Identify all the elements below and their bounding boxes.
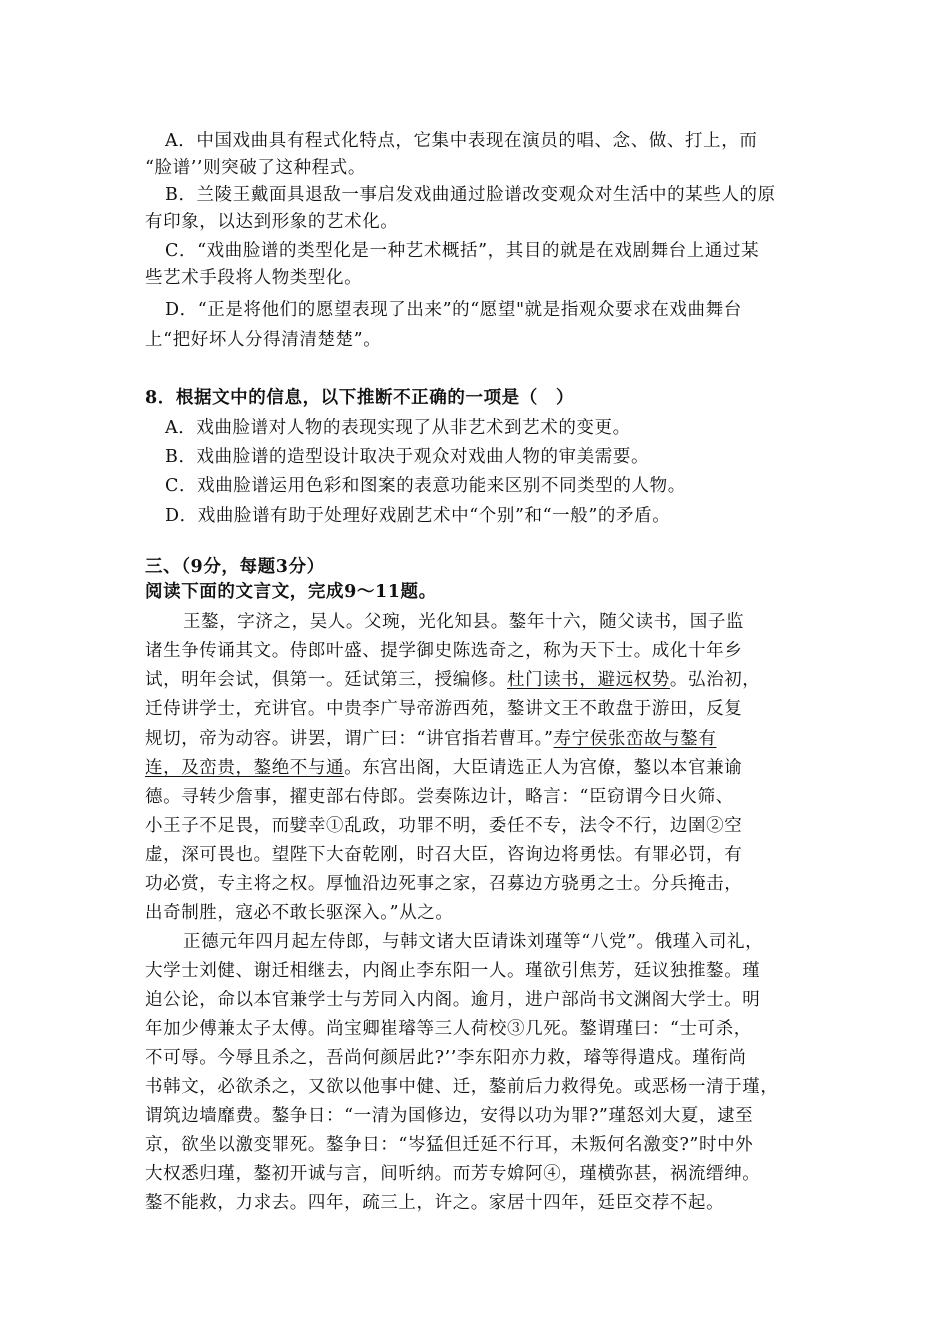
q7-option-b-line1: B．兰陵王戴面具退敌一事启发戏曲通过脸谱改变观众对生活中的某些人的原: [165, 185, 776, 205]
passage-p1-line: [145, 756, 742, 780]
passage-p2-line: 大学士刘健、谢迁相继去，内阁止李东阳一人。瑾欲引焦芳，廷议独推鏊。瑾: [145, 961, 761, 981]
q8-option-c: C．戏曲脸谱运用色彩和图案的表意功能来区别不同类型的人物。: [165, 476, 686, 496]
q7-option-b-line2: 有印象，以达到形象的艺术化。: [145, 212, 399, 232]
passage-p1-line: 王鏊，字济之，吴人。父琬，光化知县。鏊年十六，随父读书，国子监: [183, 612, 745, 632]
passage-p2-line: 大权悉归瑾，鏊初开诚与言，间听纳。而芳专媕阿④，瑾横弥甚，祸流缙绅。: [145, 1164, 761, 1184]
passage-p2-line: 迫公论，命以本官兼学士与芳同入内阁。逾月，进户部尚书文渊阁大学士。明: [145, 990, 761, 1010]
passage-p1-line: 迁侍讲学士，充讲官。中贵李广导帝游西苑，鏊讲文王不敢盘于游田，反复: [145, 699, 743, 719]
q7-option-c-line1: C．“戏曲脸谱的类型化是一种艺术概括”，其目的就是在戏剧舞台上通过某: [165, 241, 760, 261]
q8-option-b: B．戏曲脸谱的造型设计取决于观众对戏曲人物的审美需要。: [165, 447, 650, 467]
q7-option-d-line2: 上“把好坏人分得清清楚楚”。: [145, 330, 382, 350]
passage-text: 试，明年会试，俱第一。廷试第三，授编修。: [145, 670, 507, 690]
underlined-sentence-1: 杜门读书，避远权势: [507, 670, 670, 690]
passage-p2-line: 谓筑边墙靡费。鏊争日：“一清为国修边，安得以功为罪?”瑾怒刘大夏，逮至: [145, 1106, 754, 1126]
passage-text: 。东宫出阁，大臣请选正人为宫僚，鏊以本官兼谕: [344, 758, 743, 778]
passage-p2-line: 京，欲坐以激变罪死。鏊争日：“岑猛但迁延不行耳，未叛何名激变?”时中外: [145, 1135, 754, 1155]
passage-p2-line: 不可辱。今辱且杀之，吾尚何颜居此?’’李东阳亦力救，璿等得遣戍。瑾衔尚: [145, 1048, 747, 1068]
passage-p2-line: 正德元年四月起左侍郎，与韩文诸大臣请诛刘瑾等“八党”。俄瑾入司礼，: [183, 932, 764, 952]
passage-p2-line: 书韩文，必欲杀之，又欲以他事中健、迁，鏊前后力救得免。或恶杨一清于瑾，: [145, 1077, 779, 1097]
section3-instruction: 阅读下面的文言文，完成9～11题。: [145, 582, 437, 602]
q8-title: 8．根据文中的信息，以下推断不正确的一项是（ ）: [145, 388, 575, 408]
passage-text: 规切，帝为动容。讲罢，谓广曰：“讲官指若曹耳。”: [145, 729, 554, 749]
q7-option-a-line2: “脸谱’’则突破了这种程式。: [145, 158, 366, 178]
q8-option-a: A．戏曲脸谱对人物的表现实现了从非艺术到艺术的变更。: [165, 418, 631, 438]
q7-option-a-line1: A．中国戏曲具有程式化特点，它集中表现在演员的唱、念、做、打上，而: [165, 131, 758, 151]
passage-p1-line: 小王子不足畏，而嬖幸①乱政，功罪不明，委任不专，法令不行，边圉②空: [145, 816, 743, 836]
passage-p1-line: 功必赏，专主将之权。厚恤沿边死事之家，召募边方骁勇之士。分兵掩击，: [145, 874, 743, 894]
passage-p1-line: [145, 727, 716, 751]
passage-p1-line: [145, 668, 760, 692]
passage-p1-line: 出奇制胜，寇必不敢长驱深入。”从之。: [145, 903, 454, 923]
q7-option-d-line1: D．“正是将他们的愿望表现了出来”的“愿望"就是指观众要求在戏曲舞台: [165, 300, 742, 320]
passage-p1-line: 虚，深可畏也。望陛下大奋乾刚，时召大臣，咨询边将勇怯。有罪必罚，有: [145, 845, 743, 865]
passage-text: 。弘治初，: [669, 670, 761, 690]
passage-p2-line: 年加少傅兼太子太傅。尚宝卿崔璿等三人荷校③几死。鏊谓瑾曰：“士可杀，: [145, 1019, 752, 1039]
q8-option-d: D．戏曲脸谱有助于处理好戏剧艺术中“个别”和“一般”的矛盾。: [165, 506, 671, 526]
passage-p1-line: 德。寻转少詹事，擢吏部右侍郎。尝奏陈边计，略言：“臣窃谓今日火筛、: [145, 787, 734, 807]
q7-option-c-line2: 些艺术手段将人物类型化。: [145, 268, 363, 288]
section3-heading: 三、（9分，每题3分）: [145, 557, 325, 577]
passage-p2-line: 鏊不能救，力求去。四年，疏三上，许之。家居十四年，廷臣交荐不起。: [145, 1193, 725, 1213]
underlined-sentence-2-cont: 连，及峦贵，鏊绝不与通: [145, 758, 345, 778]
passage-p1-line: 诸生争传诵其文。侍郎叶盛、提学御史陈选奇之，称为天下士。成化十年乡: [145, 641, 743, 661]
underlined-sentence-2: 寿宁侯张峦故与鏊有: [553, 729, 717, 749]
